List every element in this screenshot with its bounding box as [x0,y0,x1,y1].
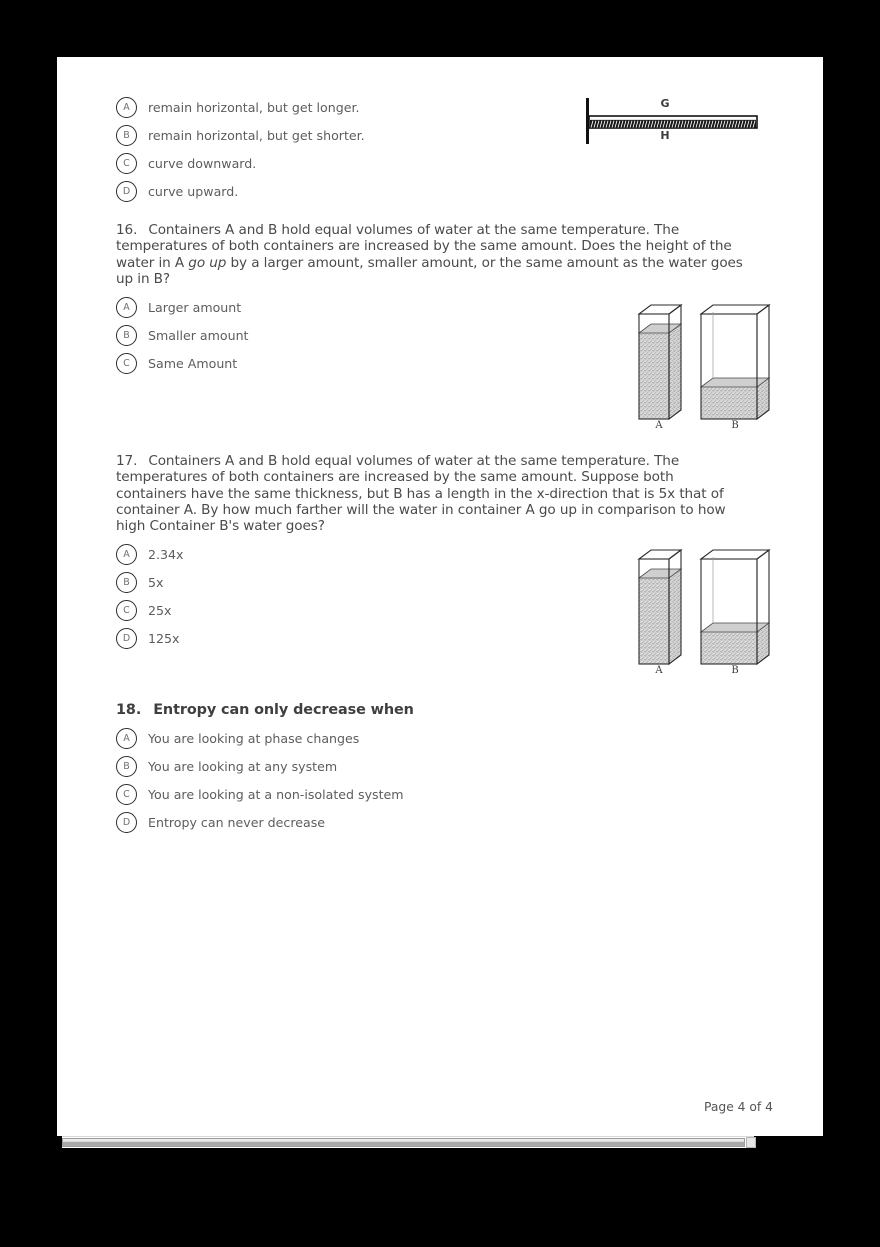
option-row[interactable] [116,93,365,121]
option-label: You are looking at a non-isolated system [148,786,404,802]
strip-label-g: G [660,97,670,110]
option-row[interactable] [116,780,404,808]
option-row[interactable] [116,321,249,349]
figure-bimetallic-strip [581,95,761,155]
option-label: Larger amount [148,299,242,315]
containers-q16-svg [577,302,777,437]
option-label: remain horizontal, but get shorter. [148,127,365,143]
option-label: 2.34x [148,546,184,562]
figure-containers-q16 [577,302,777,437]
question-18-number: 18. [116,702,142,718]
question-18-text [116,702,716,718]
question-18 [116,702,716,718]
container-a-label: A [655,420,663,431]
containers-q17-svg [577,547,777,682]
container-a-label: A [655,665,663,676]
option-bubble-a[interactable]: A [116,297,137,318]
option-bubble-b[interactable]: B [116,572,137,593]
scrollbar-thumb[interactable] [62,1138,745,1147]
option-row[interactable] [116,596,184,624]
option-label: You are looking at phase changes [148,730,360,746]
option-row[interactable] [116,293,249,321]
figure-containers-q17 [577,547,777,682]
option-label: 125x [148,630,180,646]
option-label: 25x [148,602,172,618]
option-row[interactable] [116,724,404,752]
page-footer: Page 4 of 4 [704,1100,773,1114]
horizontal-scrollbar[interactable] [62,1136,754,1148]
option-label: You are looking at any system [148,758,338,774]
option-bubble-d[interactable]: D [116,812,137,833]
question-16-number: 16. [116,222,138,238]
option-row[interactable] [116,624,184,652]
page-content [57,57,823,1136]
question-16-prompt-part1: Containers A and B hold equal volumes of water at the same temperature. The temperatures of both containers are increased by the same amount. Does the height of the water in A [116,222,732,271]
option-row[interactable] [116,177,365,205]
option-label: curve downward. [148,155,257,171]
option-row[interactable] [116,752,404,780]
question-0-options [116,93,365,205]
strip-label-h: H [660,129,670,142]
option-label: 5x [148,574,164,590]
question-17-text [116,453,748,534]
container-b-label: B [731,420,739,431]
option-row[interactable] [116,149,365,177]
option-row[interactable] [116,121,365,149]
question-17 [116,453,748,534]
option-bubble-b[interactable]: B [116,325,137,346]
option-label: curve upward. [148,183,239,199]
option-bubble-c[interactable]: C [116,153,137,174]
option-row[interactable] [116,568,184,596]
option-row[interactable] [116,808,404,836]
question-16-text [116,222,744,287]
option-bubble-b[interactable]: B [116,756,137,777]
option-bubble-a[interactable]: A [116,544,137,565]
question-18-prompt: Entropy can only decrease when [153,702,414,718]
option-bubble-d[interactable]: D [116,181,137,202]
option-row[interactable] [116,540,184,568]
option-bubble-c[interactable]: C [116,784,137,805]
container-b-label: B [731,665,739,676]
question-16 [116,222,744,287]
option-label: Entropy can never decrease [148,814,326,830]
option-row[interactable] [116,349,249,377]
question-18-options [116,724,404,836]
question-16-prompt-emphasis: go up [188,254,227,271]
question-17-options [116,540,184,652]
option-label: Smaller amount [148,327,249,343]
option-label: Same Amount [148,355,238,371]
document-page [57,57,823,1136]
question-16-options [116,293,249,377]
option-bubble-a[interactable]: A [116,728,137,749]
option-label: remain horizontal, but get longer. [148,99,360,115]
question-17-prompt: Containers A and B hold equal volumes of water at the same temperature. The temperatures of both containers are increased by the same amount. Suppose both containers have the same thickness, but B has a length in the x-direction that is 5x that of container A. By how much farther will the water in container A go up in comparison to how high Container B's water goes? [116,453,726,535]
scrollbar-endcap[interactable] [746,1137,756,1148]
option-bubble-b[interactable]: B [116,125,137,146]
option-bubble-c[interactable]: C [116,353,137,374]
scrollbar-track[interactable] [62,1137,754,1148]
option-bubble-a[interactable]: A [116,97,137,118]
option-bubble-d[interactable]: D [116,628,137,649]
question-16-prompt-part2: by a larger amount, smaller amount, or the same amount as the water goes up in B? [116,254,743,287]
question-17-number: 17. [116,453,138,469]
option-bubble-c[interactable]: C [116,600,137,621]
